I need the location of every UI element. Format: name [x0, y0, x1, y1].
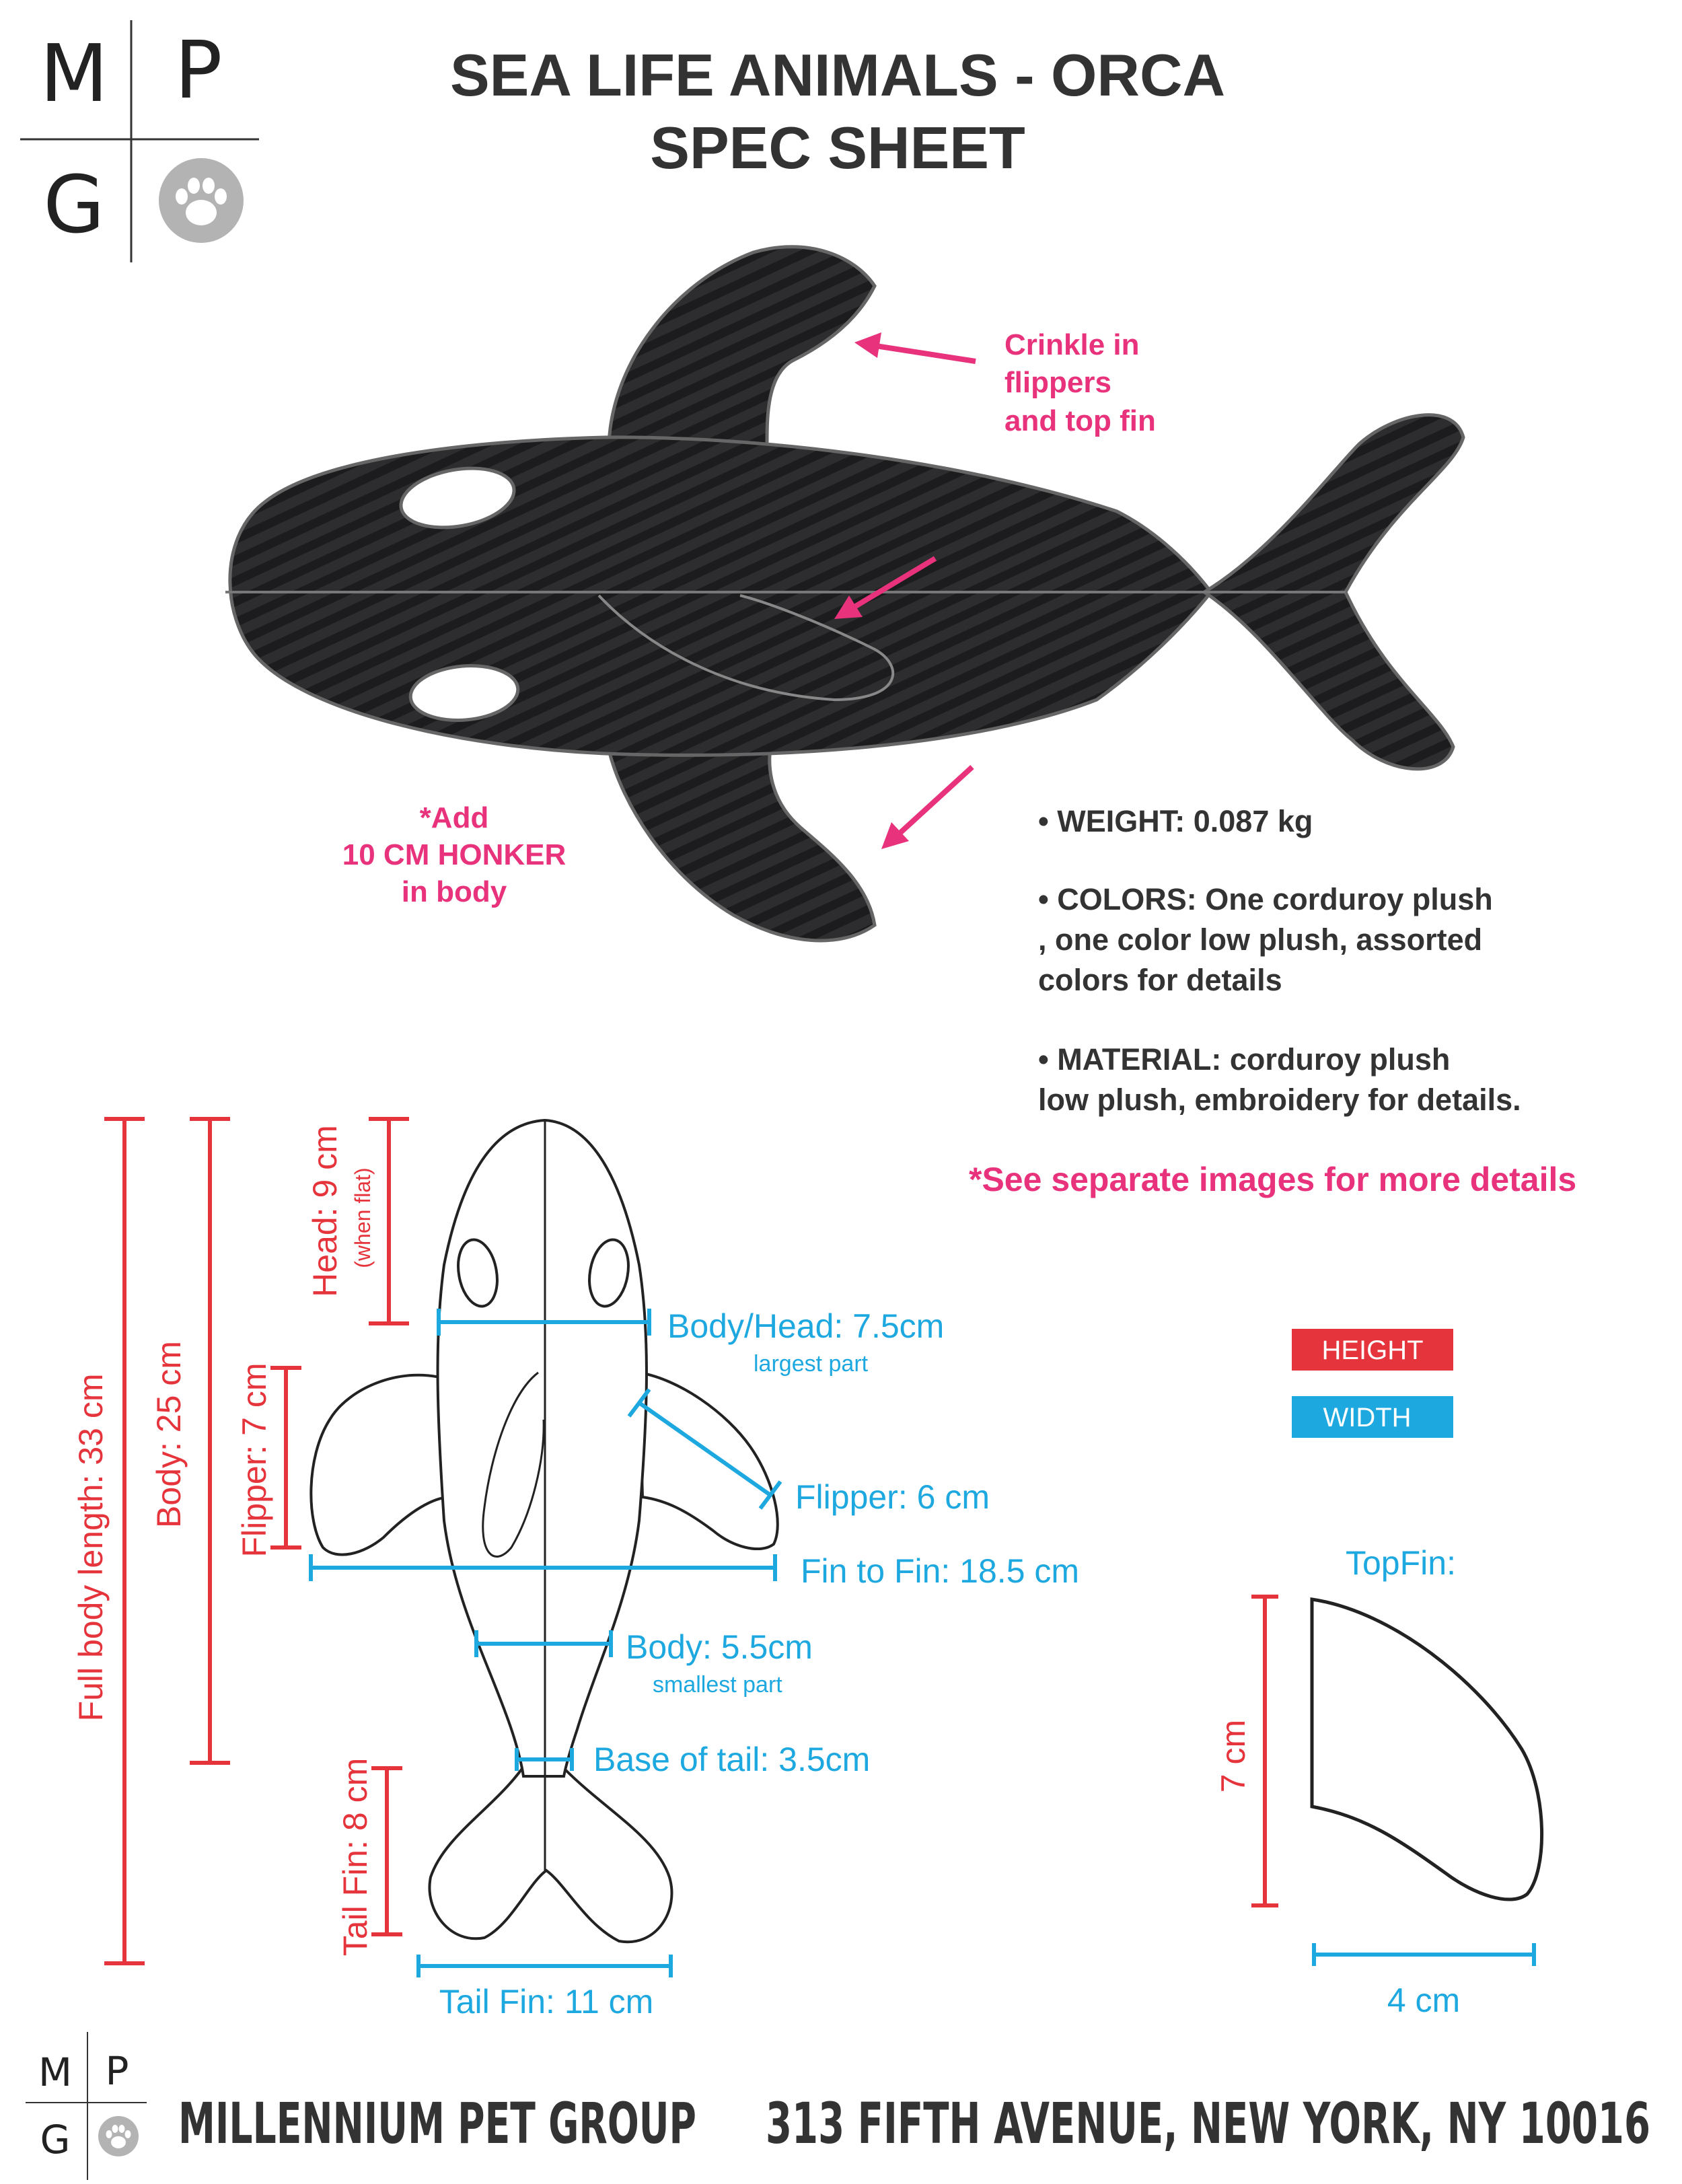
left-flipper: [311, 1375, 451, 1555]
logo-p: P: [174, 24, 223, 116]
spec-colors-1: • COLORS: One corduroy plush: [1038, 882, 1493, 916]
footer-address: 313 FIFTH AVENUE, NEW YORK, NY 10016: [766, 2090, 1650, 2156]
spec-colors-2: , one color low plush, assorted: [1038, 922, 1483, 957]
label-head: Head: 9 cm: [306, 1125, 344, 1297]
label-tail-fin-width: Tail Fin: 11 cm: [439, 1983, 654, 2021]
right-flipper: [639, 1373, 778, 1549]
label-flipper-height: Flipper: 7 cm: [235, 1362, 273, 1558]
footer-logo-m: M: [38, 2049, 73, 2095]
orca-body: [230, 437, 1211, 755]
legend-width: WIDTH: [1323, 1403, 1412, 1432]
label-topfin: TopFin:: [1346, 1544, 1456, 1582]
title-line1: SEA LIFE ANIMALS - ORCA: [449, 42, 1226, 108]
footer-logo: [26, 2032, 147, 2180]
orca-outline: [311, 1120, 777, 1942]
logo-m: M: [40, 27, 108, 120]
label-body-height: Body: 25 cm: [150, 1341, 188, 1528]
footer-paw-icon: [98, 2116, 139, 2156]
paw-icon: [159, 158, 244, 243]
bottom-flipper: [609, 747, 875, 941]
honker-line1: *Add: [419, 801, 489, 834]
spec-material-2: low plush, embroidery for details.: [1038, 1083, 1521, 1117]
label-topfin-width: 4 cm: [1387, 1981, 1461, 2019]
legend-height: HEIGHT: [1321, 1336, 1424, 1365]
label-full-length: Full body length: 33 cm: [72, 1373, 110, 1722]
label-flipper-width: Flipper: 6 cm: [795, 1478, 990, 1516]
footer-logo-p: P: [105, 2048, 129, 2094]
label-body-width: Body: 5.5cm: [626, 1628, 813, 1666]
label-body-head-width: Body/Head: 7.5cm: [667, 1307, 945, 1345]
label-fin-to-fin: Fin to Fin: 18.5 cm: [801, 1552, 1080, 1590]
spec-colors-3: colors for details: [1038, 963, 1282, 997]
label-tail-fin-height: Tail Fin: 8 cm: [336, 1757, 374, 1957]
label-head-note: (when flat): [351, 1167, 375, 1268]
logo: [20, 20, 259, 262]
height-bars: [104, 1119, 1278, 1963]
footer-company: MILLENNIUM PET GROUP: [178, 2090, 696, 2156]
honker-line2: 10 CM HONKER: [342, 838, 566, 871]
honker-line3: in body: [401, 875, 507, 908]
logo-g: G: [43, 158, 105, 251]
label-topfin-height: 7 cm: [1214, 1719, 1252, 1793]
crinkle-line1: Crinkle in: [1004, 328, 1140, 361]
spec-material-1: • MATERIAL: corduroy plush: [1038, 1042, 1451, 1077]
title-line2: SPEC SHEET: [650, 114, 1025, 181]
topfin-outline: [1312, 1599, 1542, 1899]
spec-weight: • WEIGHT: 0.087 kg: [1038, 804, 1313, 838]
see-separate-note: *See separate images for more details: [969, 1161, 1577, 1198]
top-fin: [609, 247, 875, 444]
legend: [1292, 1329, 1453, 1438]
footer-logo-g: G: [40, 2117, 71, 2162]
label-base-of-tail: Base of tail: 3.5cm: [593, 1741, 871, 1778]
label-body-note: smallest part: [653, 1672, 782, 1698]
crinkle-line3: and top fin: [1004, 404, 1156, 437]
crinkle-line2: flippers: [1004, 366, 1111, 399]
label-body-head-note: largest part: [754, 1351, 869, 1377]
outline-tail: [429, 1770, 671, 1942]
